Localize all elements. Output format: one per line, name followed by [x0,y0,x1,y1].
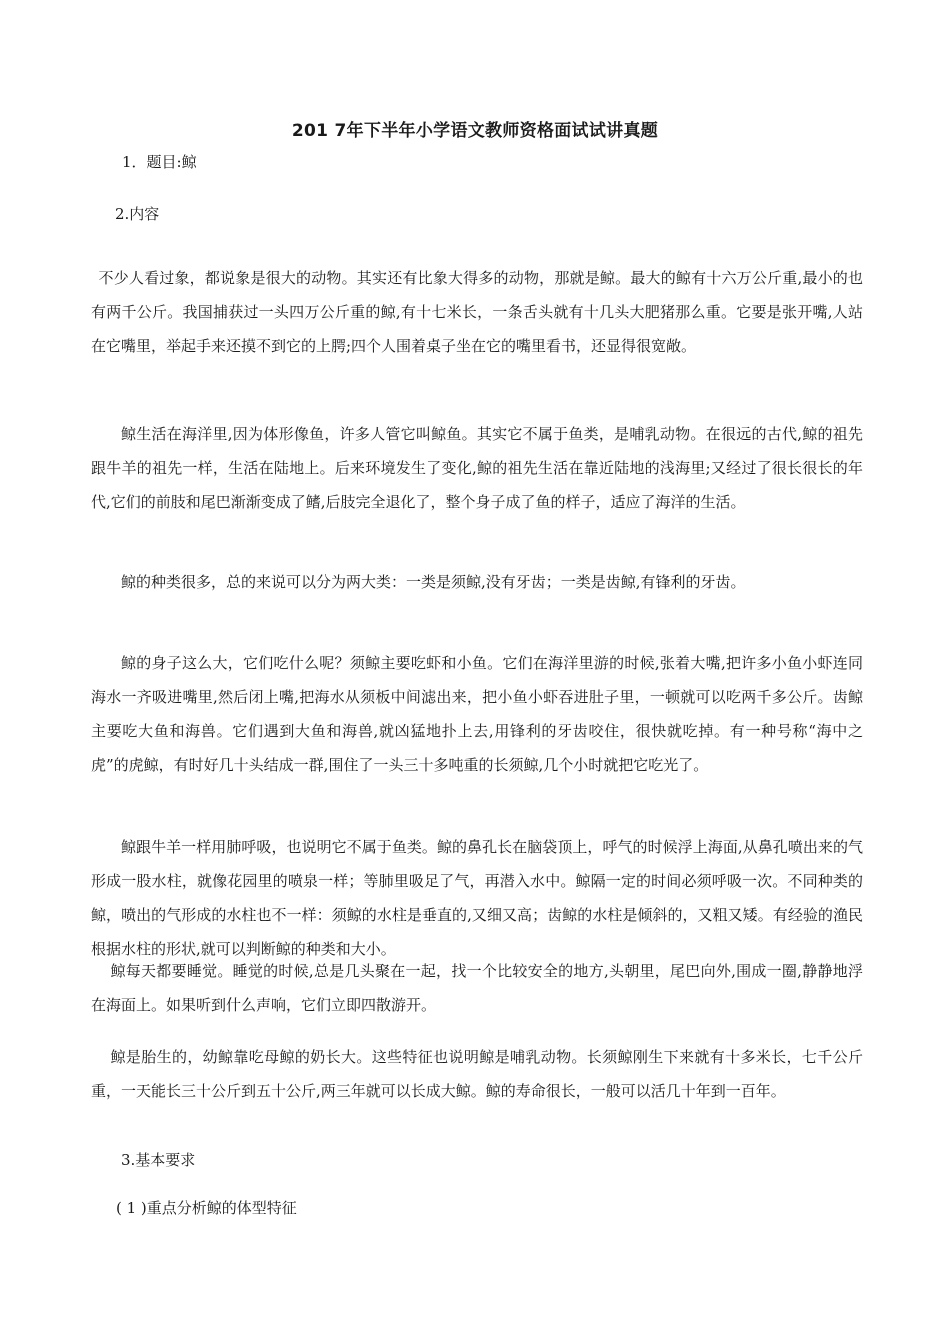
content-heading: 2.内容 [115,205,160,223]
paragraph-whale-breathing: 鲸跟牛羊一样用肺呼吸，也说明它不属于鱼类。鲸的鼻孔长在脑袋顶上，呼气的时候浮上海面,从鼻孔喷出来的气形成一股水柱，就像花园里的喷泉一样；等肺里吸足了气，再潜入水中。鲸隔一定的时间必须呼吸一次。不同种类的鲸，喷出的气形成的水柱也不一样：须鲸的水柱是垂直的,又细又高；齿鲸的水柱是倾斜的，又粗又矮。有经验的渔民根据水柱的形状,就可以判断鲸的种类和大小。 [91,838,863,958]
paragraph-whale-sleep: 鲸每天都要睡觉。睡觉的时候,总是几头聚在一起，找一个比较安全的地方,头朝里，尾巴向外,围成一圈,静静地浮在海面上。如果听到什么声响，它们立即四散游开。 [91,962,863,1014]
requirement-item-1: ( 1 )重点分析鲸的体型特征 [116,1199,297,1217]
paragraph-whale-diet: 鲸的身子这么大，它们吃什么呢？须鲸主要吃虾和小鱼。它们在海洋里游的时候,张着大嘴,把许多小鱼小虾连同海水一齐吸进嘴里,然后闭上嘴,把海水从须板中间滤出来，把小鱼小虾吞进肚子里，一顿就可以吃两千多公斤。齿鲸主要吃大鱼和海兽。它们遇到大鱼和海兽,就凶猛地扑上去,用锋利的牙齿咬住，很快就吃掉。有一种号称“海中之虎”的虎鲸，有时好几十头结成一群,围住了一头三十多吨重的长须鲸,几个小时就把它吃光了。 [91,654,863,774]
document-title: 201 7年下半年小学语文教师资格面试试讲真题 [291,121,659,141]
topic-item: 1．题目:鲸 [122,153,197,171]
paragraph-whale-types: 鲸的种类很多，总的来说可以分为两大类：一类是须鲸,没有牙齿；一类是齿鲸,有锋利的牙齿。 [121,573,746,591]
paragraph-whale-size: 不少人看过象，都说象是很大的动物。其实还有比象大得多的动物，那就是鲸。最大的鲸有十六万公斤重,最小的也有两千公斤。我国捕获过一头四万公斤重的鲸,有十七米长，一条舌头就有十几头大肥猪那么重。它要是张开嘴,人站在它嘴里，举起手来还摸不到它的上腭;四个人围着桌子坐在它的嘴里看书，还显得很宽敞。 [91,269,863,355]
paragraph-whale-reproduction: 鲸是胎生的，幼鲸靠吃母鲸的奶长大。这些特征也说明鲸是哺乳动物。长须鲸刚生下来就有十多米长，七千公斤重，一天能长三十公斤到五十公斤,两三年就可以长成大鲸。鲸的寿命很长，一般可以活几十年到一百年。 [91,1048,863,1100]
requirements-heading: 3.基本要求 [121,1151,196,1169]
paragraph-whale-habitat: 鲸生活在海洋里,因为体形像鱼，许多人管它叫鲸鱼。其实它不属于鱼类，是哺乳动物。在很远的古代,鲸的祖先跟牛羊的祖先一样，生活在陆地上。后来环境发生了变化,鲸的祖先生活在靠近陆地的浅海里;又经过了很长很长的年代,它们的前肢和尾巴渐渐变成了鳍,后肢完全退化了，整个身子成了鱼的样子，适应了海洋的生活。 [91,425,863,511]
